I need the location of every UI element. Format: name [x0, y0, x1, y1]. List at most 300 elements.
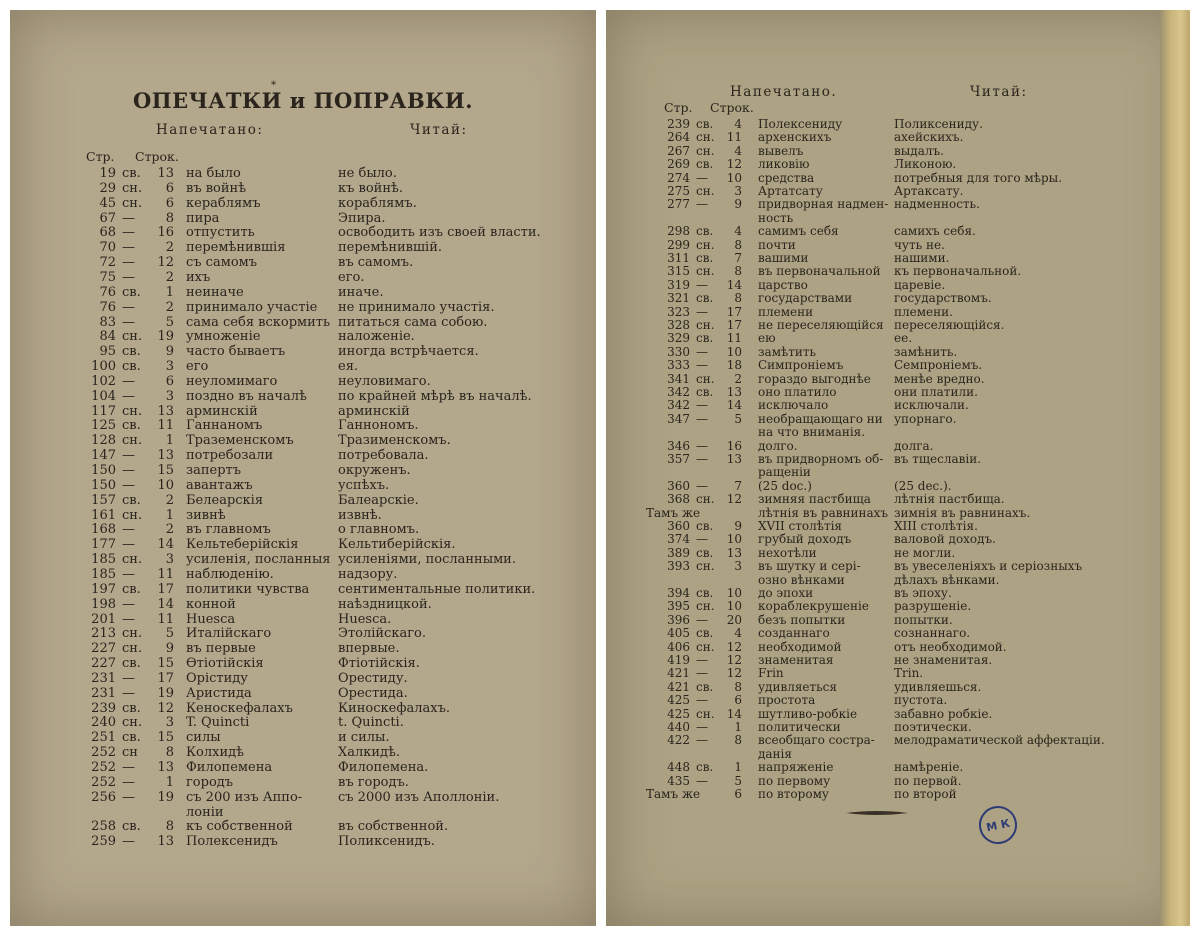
direction-mark: св.	[122, 700, 141, 716]
printed-text: Симпроніемъ	[758, 358, 844, 373]
corrected-text: сентиментальные политики.	[338, 581, 536, 597]
page-number: 19	[99, 166, 116, 181]
direction-mark: —	[696, 452, 708, 466]
corrected-text: мелодраматической аффектаціи.	[894, 733, 1105, 748]
header-printed: Напечатано:	[156, 122, 264, 138]
direction-mark: —	[122, 834, 135, 850]
page-number: 84	[99, 329, 116, 345]
printed-text: въ шутку и серi-	[758, 559, 861, 574]
line-number: 8	[165, 745, 174, 761]
page-number: 328	[667, 318, 690, 332]
direction-mark: св.	[122, 284, 141, 300]
direction-mark: сн.	[122, 507, 143, 523]
corrected-text: не могли.	[894, 545, 956, 560]
line-number: 19	[157, 685, 174, 701]
printed-text: авантажъ	[186, 477, 253, 493]
page-number: 323	[667, 304, 690, 319]
printed-text: кораблекрушеніе	[758, 599, 869, 614]
page-number: 346	[667, 438, 690, 453]
line-number: 15	[157, 463, 174, 478]
corrected-text: ахейскихъ.	[894, 130, 964, 145]
page-number: 125	[91, 418, 116, 434]
printed-text: средства	[758, 170, 815, 185]
direction-mark: св.	[696, 251, 714, 265]
page-number: 104	[91, 388, 116, 404]
direction-mark: св.	[696, 586, 714, 600]
printed-text: данія	[758, 746, 792, 761]
printed-text: городъ	[186, 774, 234, 790]
corrected-text: замѣнить.	[894, 344, 958, 359]
line-number: 3	[734, 559, 742, 574]
direction-mark: —	[122, 314, 135, 330]
corrected-text: царевіе.	[894, 277, 946, 292]
direction-mark: —	[696, 277, 708, 292]
errata-row	[10, 329, 596, 344]
corrected-text: въ увеселеніяхъ и серіозныхъ	[894, 559, 1083, 574]
direction-mark: —	[122, 760, 135, 775]
direction-mark: сн.	[696, 130, 715, 145]
page-number: 267	[667, 143, 690, 158]
corrected-text: Поликсенидъ.	[338, 834, 435, 850]
corrected-text: Trin.	[894, 666, 924, 681]
corrected-text: Поликсениду.	[894, 117, 983, 131]
printed-text: простота	[758, 693, 816, 708]
line-number: 12	[157, 255, 174, 271]
line-number: 1	[165, 433, 174, 449]
page-number: 330	[667, 344, 690, 359]
page-number: 75	[99, 269, 116, 285]
page-number: 252	[91, 745, 116, 761]
corrected-text: не принимало участія.	[338, 299, 495, 315]
line-number: 5	[165, 626, 174, 642]
line-number: 10	[157, 477, 174, 493]
left-page	[10, 10, 596, 926]
direction-mark: —	[122, 685, 135, 701]
errata-row	[10, 448, 596, 463]
line-number: 6	[165, 180, 174, 196]
printed-text: государствами	[758, 291, 853, 306]
page-number: 405	[667, 626, 690, 641]
direction-mark: —	[122, 537, 135, 553]
corrected-text: зимнія въ равнинахъ.	[894, 505, 1031, 520]
page-number: 419	[667, 653, 690, 667]
printed-text: сама себя вскормить	[186, 314, 331, 330]
page-number: 395	[667, 599, 690, 614]
line-number: 6	[734, 693, 742, 708]
printed-text: въ первые	[186, 641, 256, 657]
page-number: 201	[91, 611, 116, 627]
corrected-text: ея.	[338, 359, 359, 375]
direction-mark: —	[696, 304, 708, 319]
line-number: 19	[157, 329, 174, 345]
corrected-text: пустота.	[894, 693, 948, 708]
page-number: 185	[91, 552, 116, 568]
line-number: 12	[726, 666, 742, 681]
errata-row	[10, 315, 596, 330]
line-number: 15	[157, 730, 174, 746]
subheader-line: Строк.	[710, 100, 754, 115]
corrected-text: иначе.	[338, 284, 384, 300]
corrected-text: Ликоною.	[894, 157, 957, 172]
line-number: 12	[726, 492, 742, 507]
line-number: 12	[726, 157, 742, 172]
errata-row	[10, 626, 596, 641]
page-number: 70	[99, 240, 116, 256]
line-number: 1	[165, 774, 174, 790]
page-number: 100	[91, 359, 116, 375]
printed-text: вывелъ	[758, 143, 804, 158]
direction-mark: св.	[122, 359, 141, 375]
line-number: 8	[734, 237, 742, 252]
errata-row	[10, 389, 596, 404]
direction-mark: сн.	[696, 559, 715, 574]
line-number: 5	[734, 773, 742, 788]
corrected-text: упорнаго.	[894, 411, 957, 426]
errata-row	[10, 730, 596, 745]
printed-text: неуломимаго	[186, 373, 278, 389]
direction-mark: —	[122, 373, 135, 389]
line-number: 1	[165, 284, 174, 300]
page-number: 374	[667, 532, 690, 547]
corrected-text: переселяющійся.	[894, 318, 1005, 332]
direction-mark: сн.	[122, 329, 143, 345]
printed-text: зимняя пастбища	[758, 492, 871, 507]
subheader-page: Стр.	[86, 149, 115, 164]
page-number: 117	[91, 403, 116, 419]
page-number: 95	[99, 344, 116, 360]
corrected-text: Артаксату.	[894, 184, 964, 198]
line-number: 13	[157, 166, 174, 181]
printed-text: напряженіе	[758, 760, 834, 775]
page-number: 177	[91, 537, 116, 553]
corrected-text: окруженъ.	[338, 463, 411, 478]
corrected-text: перемѣнившій.	[338, 240, 443, 256]
corrected-text: наѣздницкой.	[338, 596, 432, 612]
page-number: 357	[667, 452, 690, 466]
errata-row	[10, 522, 596, 537]
errata-row	[10, 463, 596, 478]
corrected-text: самихъ себя.	[894, 224, 976, 239]
page-number: 277	[667, 197, 690, 212]
direction-mark: —	[696, 653, 708, 667]
corrected-text: Фтіотійскія.	[338, 656, 420, 672]
errata-row	[10, 300, 596, 315]
direction-mark: —	[696, 532, 708, 547]
errata-row	[10, 418, 596, 433]
printed-text: потребозали	[186, 448, 274, 464]
direction-mark: св.	[122, 344, 141, 360]
printed-text: принимало участіе	[186, 299, 318, 315]
page-number: 185	[91, 566, 116, 582]
direction-mark: сн.	[122, 433, 143, 449]
printed-text: Аристида	[186, 685, 252, 701]
printed-text: ность	[758, 210, 794, 225]
line-number: 17	[157, 670, 174, 686]
page-number: 311	[667, 251, 690, 265]
page-number: 29	[99, 180, 116, 196]
corrected-text: Киноскефалахъ.	[338, 700, 450, 716]
line-number: 11	[157, 418, 174, 434]
line-number: 16	[726, 438, 742, 453]
subheader-line: Строк.	[135, 149, 179, 164]
page-number: 72	[99, 255, 116, 271]
direction-mark: —	[122, 596, 135, 612]
page-number: 298	[667, 224, 690, 239]
corrected-text: Этолійскаго.	[338, 626, 426, 642]
printed-text: ликовію	[758, 157, 810, 172]
errata-row	[606, 787, 1190, 802]
line-number: 13	[726, 385, 742, 399]
direction-mark: св.	[696, 679, 714, 694]
printed-text: Колхидѣ	[186, 745, 244, 761]
corrected-text: въ самомъ.	[338, 255, 414, 271]
corrected-text: поэтически.	[894, 720, 972, 734]
line-number: 2	[165, 240, 174, 256]
line-number: 4	[734, 143, 742, 158]
printed-text: по второму	[758, 787, 829, 801]
line-number: 3	[165, 552, 174, 568]
corrected-text: Орестиду.	[338, 670, 408, 686]
printed-text: Ганнаномъ	[186, 418, 263, 434]
page-number: 76	[99, 299, 116, 315]
errata-row	[10, 641, 596, 656]
page-number: 396	[667, 612, 690, 627]
line-number: 14	[726, 398, 742, 413]
direction-mark: —	[696, 197, 708, 212]
printed-text: вашими	[758, 251, 809, 265]
printed-text: съ самомъ	[186, 255, 258, 271]
line-number: 2	[165, 492, 174, 508]
corrected-text: къ войнѣ.	[338, 180, 403, 196]
direction-mark: сн.	[696, 237, 715, 252]
line-number: 20	[726, 612, 742, 627]
corrected-text: усиленіями, посланными.	[338, 552, 516, 568]
corrected-text: исключали.	[894, 398, 969, 413]
page-number: 239	[667, 117, 690, 131]
page-number: 45	[99, 195, 116, 211]
printed-text: лѣтнія въ равнинахъ	[758, 505, 889, 520]
page-number: 406	[667, 639, 690, 654]
errata-row	[10, 181, 596, 196]
errata-row	[10, 537, 596, 552]
line-number: 9	[165, 641, 174, 657]
printed-text: придворная надмен-	[758, 197, 889, 212]
page-number: 360	[667, 478, 690, 493]
direction-mark: —	[696, 733, 708, 748]
page-number: 360	[667, 519, 690, 533]
printed-text: на было	[186, 166, 241, 181]
direction-mark: св.	[122, 581, 141, 597]
corrected-text: государствомъ.	[894, 291, 992, 306]
errata-row	[10, 597, 596, 612]
page-number: 315	[667, 264, 690, 279]
direction-mark: сн.	[696, 492, 715, 507]
corrected-text: Huesca.	[338, 611, 392, 627]
right-page	[606, 10, 1190, 926]
errata-row	[10, 805, 596, 820]
direction-mark: —	[696, 170, 708, 185]
line-number: 9	[165, 344, 174, 360]
direction-mark: сн.	[122, 403, 143, 419]
printed-text: ихъ	[186, 269, 211, 285]
corrected-text: Халкидѣ.	[338, 745, 401, 761]
direction-mark: сн.	[696, 599, 715, 614]
line-number: 4	[734, 117, 742, 131]
corrected-text: Эпира.	[338, 210, 386, 226]
direction-mark: св.	[696, 291, 714, 306]
corrected-text: Филопемена.	[338, 760, 429, 775]
direction-mark: —	[696, 693, 708, 708]
line-number: 2	[165, 269, 174, 285]
corrected-text: Орестида.	[338, 685, 408, 701]
line-number: 7	[734, 478, 742, 493]
direction-mark: —	[122, 225, 135, 241]
direction-mark: св.	[696, 224, 714, 239]
errata-row	[10, 433, 596, 448]
corrected-text: не было.	[338, 166, 397, 181]
direction-mark: сн.	[696, 184, 715, 198]
page-number: 168	[91, 522, 116, 538]
line-number: 13	[157, 403, 174, 419]
line-number: 4	[734, 626, 742, 641]
corrected-text: въ тщеславіи.	[894, 452, 982, 466]
page-title: ОПЕЧАТКИ и ПОПРАВКИ.	[132, 88, 474, 113]
subheader-page: Стр.	[664, 100, 693, 115]
line-number: 2	[165, 522, 174, 538]
direction-mark: —	[122, 522, 135, 538]
errata-row	[10, 671, 596, 686]
corrected-text: намѣреніе.	[894, 760, 964, 775]
page-number: 227	[91, 641, 116, 657]
printed-text: Полексениду	[758, 117, 843, 131]
direction-mark: св.	[696, 331, 714, 346]
page-number: 197	[91, 581, 116, 597]
errata-row	[10, 240, 596, 255]
header-read: Читай:	[970, 84, 1028, 100]
asterisk-mark: *	[271, 80, 276, 91]
line-number: 8	[734, 733, 742, 748]
corrected-text: успѣхъ.	[338, 477, 390, 493]
printed-text: T. Quincti	[186, 715, 250, 731]
page-number: 252	[91, 760, 116, 775]
page-number: 425	[667, 706, 690, 721]
direction-mark: св.	[696, 117, 714, 131]
page-number: 341	[667, 371, 690, 386]
errata-row	[10, 404, 596, 419]
direction-mark: сн.	[122, 626, 143, 642]
direction-mark: св.	[122, 166, 141, 181]
direction-mark: св.	[696, 519, 714, 533]
page-number: 83	[99, 314, 116, 330]
printed-text: политики чувства	[186, 581, 310, 597]
direction-mark: сн.	[122, 715, 143, 731]
line-number: 13	[157, 760, 174, 775]
line-number: 9	[734, 519, 742, 533]
direction-mark: —	[122, 566, 135, 582]
direction-mark: —	[122, 210, 135, 226]
errata-row	[10, 612, 596, 627]
printed-text: зивнѣ	[186, 507, 226, 523]
corrected-text: освободить изъ своей власти.	[338, 225, 541, 241]
direction-mark: сн.	[696, 143, 715, 158]
errata-row	[10, 225, 596, 240]
page-number: 264	[667, 130, 690, 145]
corrected-text: чуть не.	[894, 237, 945, 252]
errata-row	[10, 834, 596, 849]
line-number: 5	[165, 314, 174, 330]
line-number: 11	[726, 331, 742, 346]
corrected-text: по второй	[894, 787, 957, 801]
page-number: 259	[91, 834, 116, 850]
direction-mark: сн.	[696, 371, 715, 386]
corrected-text: (25 dec.).	[894, 478, 952, 493]
line-number: 6	[165, 373, 174, 389]
direction-mark: —	[696, 720, 708, 734]
line-number: 10	[726, 586, 742, 600]
corrected-text: по крайней мѣрѣ въ началѣ.	[338, 388, 532, 404]
corrected-text: потребныя для того мѣры.	[894, 170, 1063, 185]
printed-text: оно платило	[758, 385, 837, 399]
printed-text: нехотѣли	[758, 545, 817, 560]
line-number: 3	[165, 715, 174, 731]
printed-text: знаменитая	[758, 653, 834, 667]
direction-mark: —	[122, 448, 135, 464]
corrected-text: въ городъ.	[338, 774, 409, 790]
page-number: 269	[667, 157, 690, 172]
page-number: 389	[667, 545, 690, 560]
direction-mark: —	[696, 478, 708, 493]
printed-text: запертъ	[186, 463, 241, 478]
printed-text: политически	[758, 720, 841, 734]
printed-text: Кельтеберійскія	[186, 537, 299, 553]
printed-text: въ войнѣ	[186, 180, 247, 196]
page-number: 161	[91, 507, 116, 523]
line-number: 14	[157, 537, 174, 553]
printed-text: Филопемена	[186, 760, 273, 775]
printed-text: удивляеться	[758, 679, 837, 694]
printed-text: созданнаго	[758, 626, 830, 641]
direction-mark: сн	[122, 745, 138, 761]
printed-text: исключало	[758, 398, 829, 413]
line-number: 1	[165, 507, 174, 523]
corrected-text: и силы.	[338, 730, 390, 746]
page-number: 321	[667, 291, 690, 306]
printed-text: гораздо выгоднѣе	[758, 371, 871, 386]
line-number: 12	[726, 639, 742, 654]
corrected-text: надзору.	[338, 566, 398, 582]
direction-mark: —	[696, 398, 708, 413]
direction-mark: —	[696, 666, 708, 681]
corrected-text: Кельтиберійскія.	[338, 537, 456, 553]
page-number: 329	[667, 331, 690, 346]
printed-text: лоніи	[186, 804, 224, 820]
line-number: 13	[157, 834, 174, 850]
corrected-text: надменность.	[894, 197, 980, 212]
printed-text: конной	[186, 596, 236, 612]
direction-mark: сн.	[696, 639, 715, 654]
direction-mark: сн.	[696, 318, 715, 332]
line-number: 12	[157, 700, 174, 716]
errata-row	[10, 819, 596, 834]
line-number: 4	[734, 224, 742, 239]
printed-text: Траземенскомъ	[186, 433, 294, 449]
page-number: 231	[91, 685, 116, 701]
line-number: 10	[726, 344, 742, 359]
printed-text: Кеноскефалахъ	[186, 700, 293, 716]
direction-mark: —	[122, 670, 135, 686]
printed-text: (25 doc.)	[758, 478, 812, 493]
page-number: 213	[91, 626, 116, 642]
